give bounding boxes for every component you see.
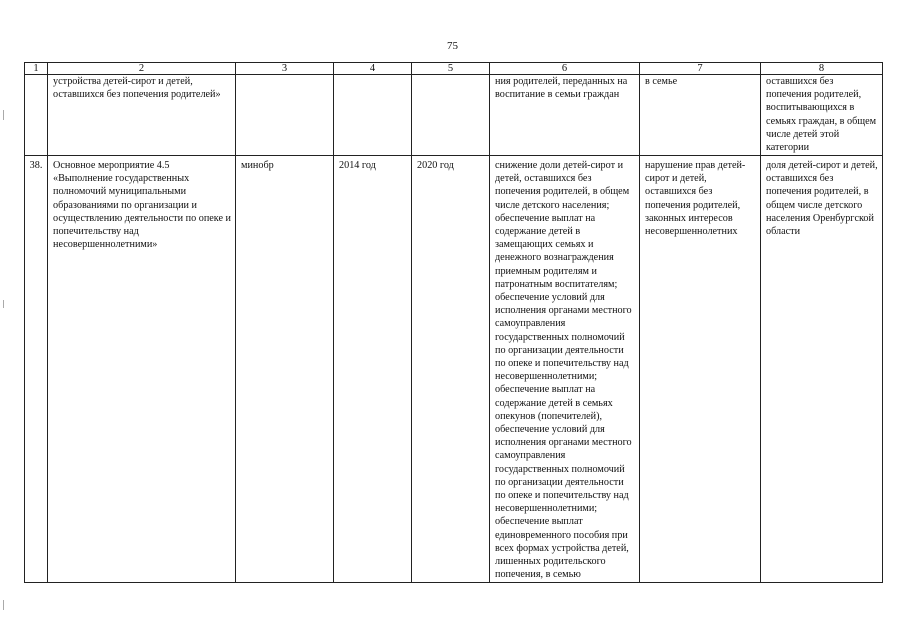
result-item: обеспечение выплат единовременного пособия при всех формах устройства детей, лишенных родительского попечения, в семью	[495, 516, 629, 581]
page-number: 75	[447, 40, 458, 52]
column-header: 5	[412, 63, 490, 75]
cell-name: Основное мероприятие 4.5 «Выполнение государственных полномочий муниципальными образованиями по организации и осуществлению деятельности по опеке и попечительству над несовершеннолетними»	[48, 156, 236, 583]
column-number-row	[25, 63, 883, 75]
column-header: 4	[334, 63, 412, 75]
cell-start	[334, 75, 412, 156]
cell-indicator: оставшихся без попечения родителей, воспитывающихся в семьях граждан, в общем числе детей этой категории	[761, 75, 883, 156]
cell-results	[490, 156, 640, 583]
cell-name: устройства детей-сирот и детей, оставшихся без попечения родителей»	[48, 75, 236, 156]
result-item: обеспечение выплат на содержание детей в семьях опекунов (попечителей), обеспечение условий для исполнения органами местного самоуправления государственных полномочий по организации деятельности по опеке и попечительству над несовершеннолетними;	[495, 384, 632, 515]
column-header: 2	[48, 63, 236, 75]
column-header: 7	[640, 63, 761, 75]
scan-margin-mark	[3, 300, 4, 308]
program-table	[24, 62, 883, 583]
cell-number: 38.	[25, 156, 48, 583]
result-item: обеспечение условий для исполнения органами местного самоуправления государственных полномочий по организации деятельности по опеке и попечительству над несовершеннолетними;	[495, 292, 632, 383]
cell-end: 2020 год	[412, 156, 490, 583]
scan-margin-mark	[3, 110, 4, 120]
result-item: снижение доли детей-сирот и детей, оставшихся без попечения родителей, в общем числе детского населения;	[495, 160, 630, 211]
cell-executor: минобр	[236, 156, 334, 583]
cell-indicator: доля детей-сирот и детей, оставшихся без попечения родителей, в общем числе детского населения Оренбургской области	[761, 156, 883, 583]
cell-end	[412, 75, 490, 156]
column-header: 6	[490, 63, 640, 75]
cell-executor	[236, 75, 334, 156]
table-row	[25, 156, 883, 583]
column-header: 1	[25, 63, 48, 75]
cell-consequences: в семье	[640, 75, 761, 156]
cell-consequences: нарушение прав детей-сирот и детей, оставшихся без попечения родителей, законных интересов несовершеннолетних	[640, 156, 761, 583]
column-header: 3	[236, 63, 334, 75]
cell-start: 2014 год	[334, 156, 412, 583]
table-row	[25, 75, 883, 156]
cell-results: ния родителей, переданных на воспитание в семьи граждан	[490, 75, 640, 156]
scan-margin-mark	[3, 600, 4, 610]
result-item: обеспечение выплат на содержание детей в замещающих семьях и денежного вознаграждения приемным родителям и патронатным воспитателям;	[495, 212, 618, 290]
column-header: 8	[761, 63, 883, 75]
cell-number	[25, 75, 48, 156]
